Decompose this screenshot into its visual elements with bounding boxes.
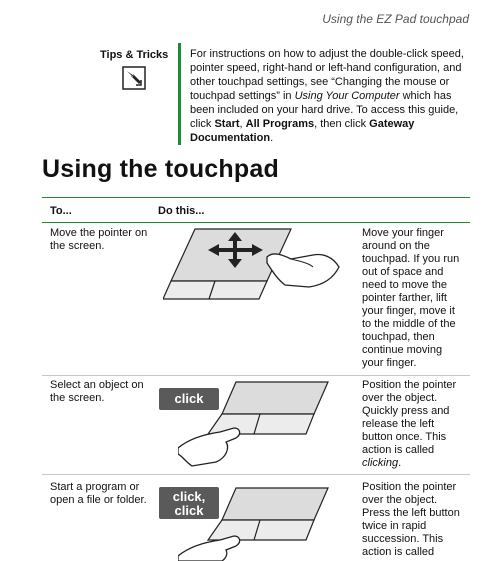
- row-select-to: Select an object on the screen.: [50, 379, 144, 404]
- tips-text: For instructions on how to adjust the double-click speed, pointer speed, right-hand or left-hand configuration, and other touchpad settings, see “Changing the mouse or touchpad settings” in Using Your Computer which has been included on your hard drive. To access this guide, click Start, All Programs, then click Gateway Documentation.: [190, 48, 464, 144]
- all-programs-term: All Programs: [245, 118, 315, 130]
- table-top-rule: [42, 197, 470, 198]
- click-badge: click: [159, 388, 219, 410]
- row-divider: [42, 474, 470, 475]
- tips-divider: [178, 43, 181, 145]
- start-term: Start: [214, 118, 240, 130]
- tips-label: Tips & Tricks: [100, 49, 169, 61]
- row-open-to: Start a program or open a file or folder.: [50, 481, 147, 506]
- running-header: Using the EZ Pad touchpad: [322, 12, 469, 26]
- row-move-to: Move the pointer on the screen.: [50, 227, 148, 252]
- row-move-desc: Move your finger around on the touchpad. If you run out of space and need to move the pointer farther, lift your finger, move it to the middle of the touchpad, then continue moving your finger.: [362, 227, 460, 369]
- touchpad-move-illustration: [163, 223, 355, 305]
- click-click-badge: click, click: [159, 487, 219, 519]
- row-divider: [42, 375, 470, 376]
- section-title: Using the touchpad: [42, 155, 279, 183]
- tips-hand-icon: [122, 66, 146, 90]
- guide-title: Using Your Computer: [294, 90, 400, 102]
- column-header-to: To...: [50, 205, 72, 217]
- row-select-desc: Position the pointer over the object. Quickly press and release the left button once. This action is called clicking.: [362, 379, 457, 469]
- gateway-docs-term: Gateway Documentation: [190, 118, 415, 144]
- column-header-do-this: Do this...: [158, 205, 205, 217]
- row-open-desc: Position the pointer over the object. Press the left button twice in rapid succession. This action is called: [362, 481, 460, 558]
